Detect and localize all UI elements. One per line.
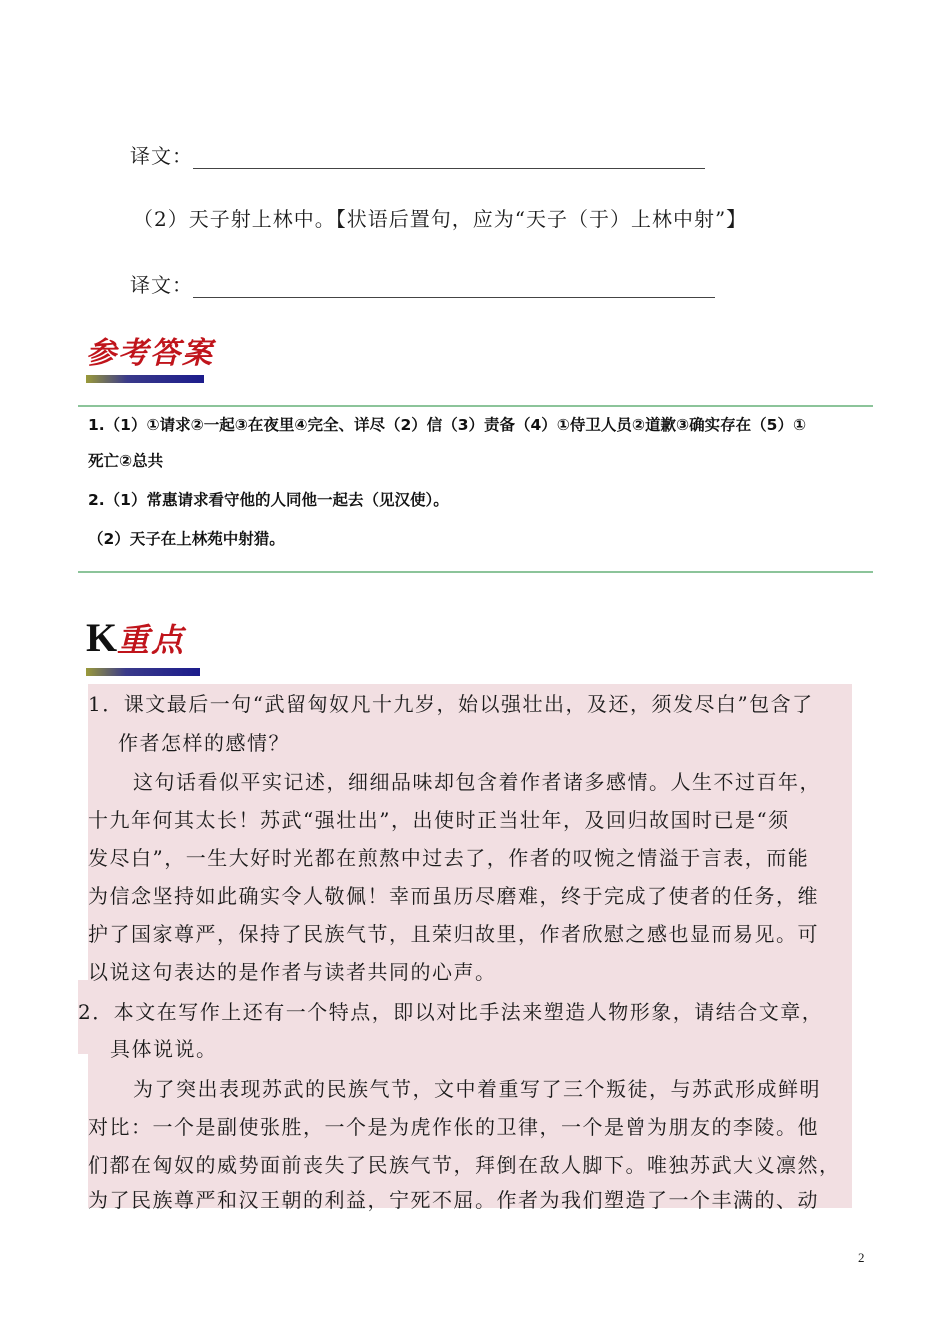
answer-paragraph-line: 们都在匈奴的威势面前丧失了民族气节，拜倒在敌人脚下。唯独苏武大义凛然，	[88, 1153, 841, 1177]
translation-label: 译文：	[130, 144, 193, 168]
key-heading-text: 重点	[117, 621, 186, 659]
blank-underline	[193, 283, 715, 298]
translation-label: 译文：	[130, 273, 193, 297]
answer-heading: 参考答案	[86, 336, 214, 371]
answer-line: 2.（1）常惠请求看守他的人同他一起去（见汉使）。	[88, 491, 449, 509]
answer-paragraph-line: 这句话看似平实记述，细细品味却包含着作者诸多感情。人生不过百年，	[133, 770, 821, 794]
answer-line: （2）天子在上林苑中射猎。	[88, 530, 285, 548]
translation-line-2	[130, 269, 715, 298]
heading-underline-bar	[86, 668, 200, 676]
question-line: 具体说说。	[110, 1037, 218, 1061]
question-line: 2．本文在写作上还有一个特点，即以对比手法来塑造人物形象，请结合文章，	[78, 1000, 824, 1024]
answer-line: 1.（1）①请求②一起③在夜里④完全、详尽（2）信（3）责备（4）①侍卫人员②道歉③确实存在（5）①	[88, 416, 807, 434]
key-heading	[86, 614, 185, 661]
heading-underline-bar	[86, 375, 204, 383]
answer-paragraph-line: 以说这句表达的是作者与读者共同的心声。	[88, 960, 497, 984]
key-heading-letter: K	[86, 615, 118, 660]
answer-paragraph-line: 发尽白”，一生大好时光都在煎熬中过去了，作者的叹惋之情溢于言表，而能	[88, 846, 810, 870]
answer-paragraph-line: 十九年何其太长！苏武“强壮出”，出使时正当壮年，及回归故国时已是“须	[88, 808, 790, 832]
answer-paragraph-line: 为信念坚持如此确实令人敬佩！幸而虽历尽磨难，终于完成了使者的任务，维	[88, 884, 819, 908]
question-line: 作者怎样的感情？	[118, 731, 290, 755]
blank-underline	[193, 154, 705, 169]
translation-line-1	[130, 140, 705, 169]
answer-paragraph-line: 为了民族尊严和汉王朝的利益，宁死不屈。作者为我们塑造了一个丰满的、动	[88, 1188, 819, 1212]
answer-bottom-rule	[78, 571, 873, 573]
question-line: 1．课文最后一句“武留匈奴凡十九岁，始以强壮出，及还，须发尽白”包含了	[88, 692, 814, 716]
answer-top-rule	[78, 405, 873, 407]
answer-line: 死亡②总共	[88, 452, 164, 470]
exercise-sentence: （2）天子射上林中。【状语后置句，应为“天子（于）上林中射”】	[133, 207, 748, 231]
answer-paragraph-line: 护了国家尊严，保持了民族气节，且荣归故里，作者欣慰之感也显而易见。可	[88, 922, 819, 946]
answer-paragraph-line: 为了突出表现苏武的民族气节，文中着重写了三个叛徒，与苏武形成鲜明	[133, 1077, 821, 1101]
answer-paragraph-line: 对比：一个是副使张胜，一个是为虎作伥的卫律，一个是曾为朋友的李陵。他	[88, 1115, 819, 1139]
page-number: 2	[858, 1250, 865, 1265]
